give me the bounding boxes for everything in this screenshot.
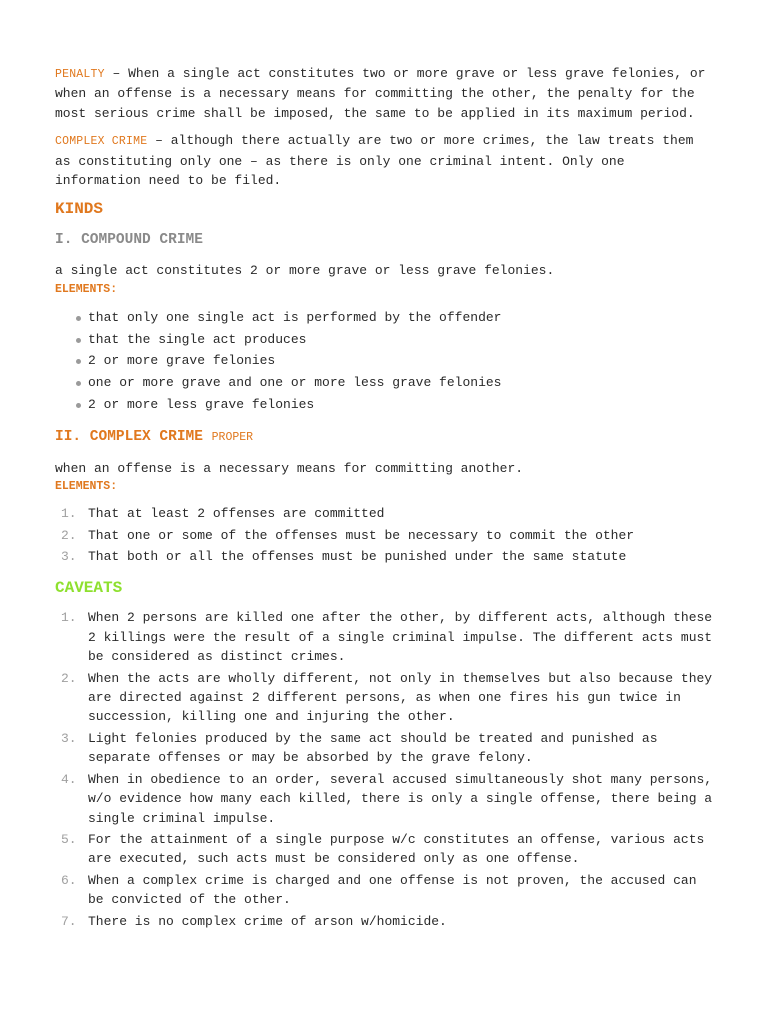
list-item: 1. When 2 persons are killed one after the other, by different acts, although these 2 killings were the result of a single criminal impulse. The different acts must be considered as distinct crimes. bbox=[61, 610, 713, 665]
list-item: 1. That at least 2 offenses are committed bbox=[61, 506, 385, 522]
complex-crime-text: – although there actually are two or more crimes, the law treats them as constituting only one – as there is only one criminal intent. Only one information need to be filed. bbox=[55, 133, 694, 189]
compound-elements-list bbox=[55, 307, 715, 416]
list-item: 4. When in obedience to an order, several accused simultaneously shot many persons, w/o evidence how many each killed, there is only a single offense, there being a single criminal impulse. bbox=[61, 771, 713, 826]
complex-crime-paragraph bbox=[55, 131, 715, 190]
list-item: 7. There is no complex crime of arson w/homicide. bbox=[61, 913, 447, 929]
penalty-term: PENALTY bbox=[55, 68, 105, 81]
list-item: 3. Light felonies produced by the same act should be treated and punished as separate offenses or may be absorbed by the grave felony. bbox=[61, 730, 658, 766]
document-page bbox=[55, 64, 715, 942]
list-item: 5. For the attainment of a single purpose w/c constitutes an offense, various acts are executed, such acts must be considered only as one offense. bbox=[61, 831, 705, 867]
list-item: 2. When the acts are wholly different, not only in themselves but also because they are directed against 2 different persons, as when one fires his gun twice in succession, killing one and injuring the other. bbox=[61, 670, 713, 725]
list-item: 6. When a complex crime is charged and one offense is not proven, the accused can be convicted of the other. bbox=[61, 872, 697, 908]
bullet-icon bbox=[76, 316, 81, 321]
complex-crime-term: COMPLEX CRIME bbox=[55, 135, 148, 149]
kinds-heading: KINDS bbox=[55, 200, 104, 219]
list-item: 3. That both or all the offenses must be punished under the same statute bbox=[61, 549, 627, 565]
list-item: 2 or more grave felonies bbox=[55, 350, 715, 372]
bullet-icon bbox=[76, 381, 81, 386]
bullet-icon bbox=[76, 403, 81, 408]
compound-crime-heading: I. COMPOUND CRIME bbox=[55, 232, 203, 249]
list-item: one or more grave and one or more less grave felonies bbox=[55, 372, 715, 394]
caveats-heading: CAVEATS bbox=[55, 579, 123, 598]
list-item: that the single act produces bbox=[55, 329, 715, 351]
bullet-icon bbox=[76, 338, 81, 343]
complex-crime-heading-suffix: PROPER bbox=[211, 430, 254, 444]
caveats-list bbox=[55, 608, 715, 931]
penalty-text: – When a single act constitutes two or more grave or less grave felonies, or when an offense is a necessary means for committing the other, the penalty for the most serious crime shall be imposed, the same to be applied in its maximum period. bbox=[55, 66, 706, 121]
compound-crime-definition: a single act constitutes 2 or more grave or less grave felonies. bbox=[55, 263, 555, 279]
penalty-paragraph bbox=[55, 64, 715, 123]
complex-crime-heading: II. COMPLEX CRIME PROPER bbox=[55, 428, 254, 445]
complex-elements-label: ELEMENTS: bbox=[55, 480, 118, 494]
list-item: 2. That one or some of the offenses must be necessary to commit the other bbox=[61, 527, 635, 543]
compound-elements-label: ELEMENTS: bbox=[55, 282, 118, 296]
complex-crime-definition: when an offense is a necessary means for committing another. bbox=[55, 460, 524, 476]
list-item: that only one single act is performed by the offender bbox=[55, 307, 715, 329]
list-item: 2 or more less grave felonies bbox=[55, 394, 715, 416]
complex-elements-list bbox=[55, 504, 715, 566]
bullet-icon bbox=[76, 359, 81, 364]
